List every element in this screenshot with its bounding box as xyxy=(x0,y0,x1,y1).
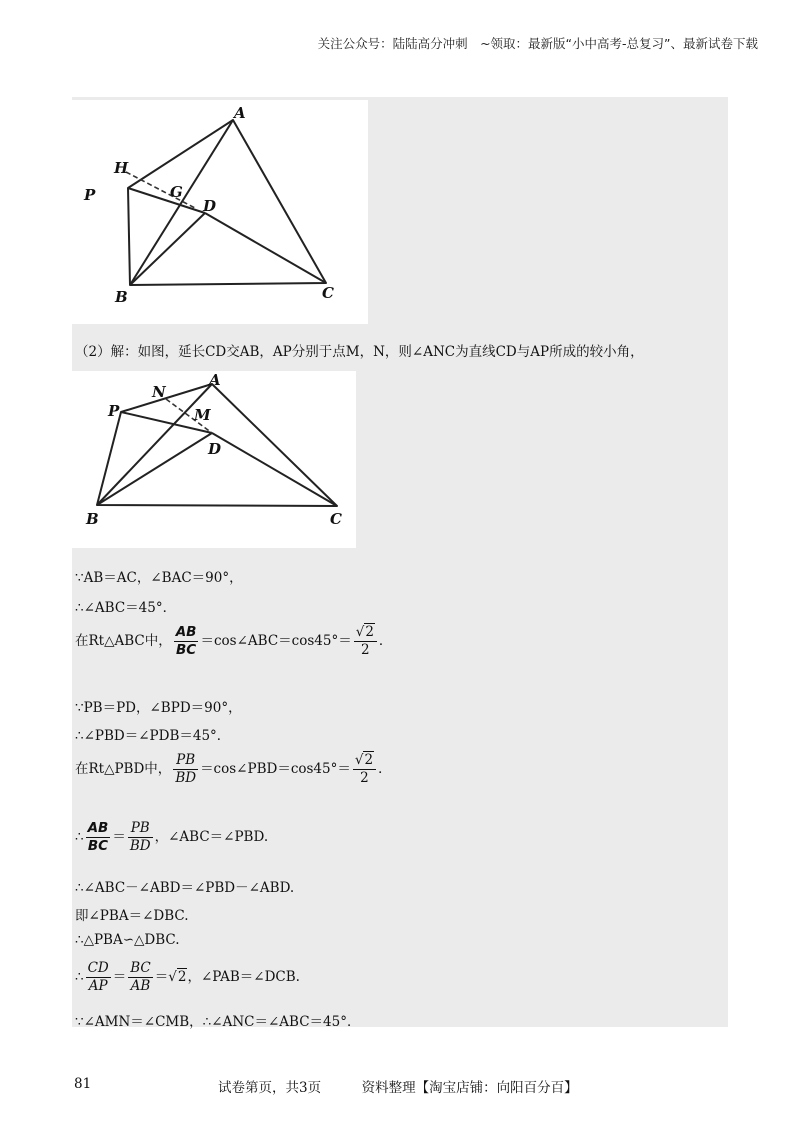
label-H: H xyxy=(114,159,129,177)
fraction: $\frac{CD}{AP}$ xyxy=(87,960,109,994)
label-B: B xyxy=(115,288,128,306)
sqrt-value: √2 xyxy=(168,969,187,985)
label-A: A xyxy=(209,371,221,389)
sqrt-fraction: $\frac{√2}{2}$ xyxy=(354,624,377,659)
fraction: $\frac{PB}{BD}$ xyxy=(175,752,197,786)
footer-text: 试卷第页，共3页 资料整理【淘宝店铺：向阳百分百】 xyxy=(218,1080,578,1096)
page-header: 关注公众号：陆陆高分冲刺 ~领取：最新版“小中高考-总复习”、最新试卷下载 xyxy=(317,36,758,51)
fraction: $\frac{AB}{BC}$ xyxy=(175,624,197,658)
label-A: A xyxy=(234,104,246,122)
fraction: $\frac{PB}{BD}$ xyxy=(129,820,151,854)
label-M: M xyxy=(194,406,211,424)
step-7: ∴ $\frac{AB}{BC}$ ＝ $\frac{PB}{BD}$ ，∠ABC＝∠PBD. xyxy=(75,820,269,854)
fraction: $\frac{BC}{AB}$ xyxy=(130,960,151,994)
fraction: $\frac{AB}{BC}$ xyxy=(87,820,109,854)
step-4: ∵PB＝PD，∠BPD＝90°， xyxy=(75,700,242,716)
label-B: B xyxy=(86,510,99,528)
step-3: 在Rt△ABC中， $\frac{AB}{BC}$ ＝cos∠ABC＝cos45°＝ $\frac{√2}{2}$ ． xyxy=(75,624,393,658)
label-N: N xyxy=(152,383,166,401)
label-D: D xyxy=(203,197,217,215)
step-9: 即∠PBA＝∠DBC. xyxy=(75,908,189,924)
geometry-figure-1 xyxy=(72,100,368,324)
label-G: G xyxy=(170,183,183,201)
sqrt-fraction: $\frac{√2}{2}$ xyxy=(353,752,376,787)
label-C: C xyxy=(322,284,334,302)
label-P: P xyxy=(84,186,96,204)
step-12: ∵∠AMN＝∠CMB，∴∠ANC＝∠ABC＝45°． xyxy=(75,1014,361,1030)
step-5: ∴∠PBD＝∠PDB＝45°． xyxy=(75,728,231,744)
step-10: ∴△PBA∽△DBC. xyxy=(75,932,180,948)
step-2: ∴∠ABC＝45°． xyxy=(75,600,177,616)
step-8: ∴∠ABC－∠ABD＝∠PBD－∠ABD. xyxy=(75,880,295,896)
page-number: 81 xyxy=(74,1076,92,1092)
geometry-figure-2 xyxy=(72,371,356,548)
solution-intro: （2）解：如图，延长CD交AB，AP分别于点M，N，则∠ANC为直线CD与AP所成的较小角， xyxy=(75,344,644,360)
step-6: 在Rt△PBD中， $\frac{PB}{BD}$ ＝cos∠PBD＝cos45°＝ $\frac{√2}{2}$ ． xyxy=(75,752,392,786)
step-1: ∵AB＝AC，∠BAC＝90°， xyxy=(75,570,243,586)
label-C: C xyxy=(330,510,342,528)
label-D: D xyxy=(208,440,222,458)
step-11: ∴ $\frac{CD}{AP}$ ＝ $\frac{BC}{AB}$ ＝√2，∠PAB＝∠DCB. xyxy=(75,960,300,994)
label-P: P xyxy=(108,402,120,420)
